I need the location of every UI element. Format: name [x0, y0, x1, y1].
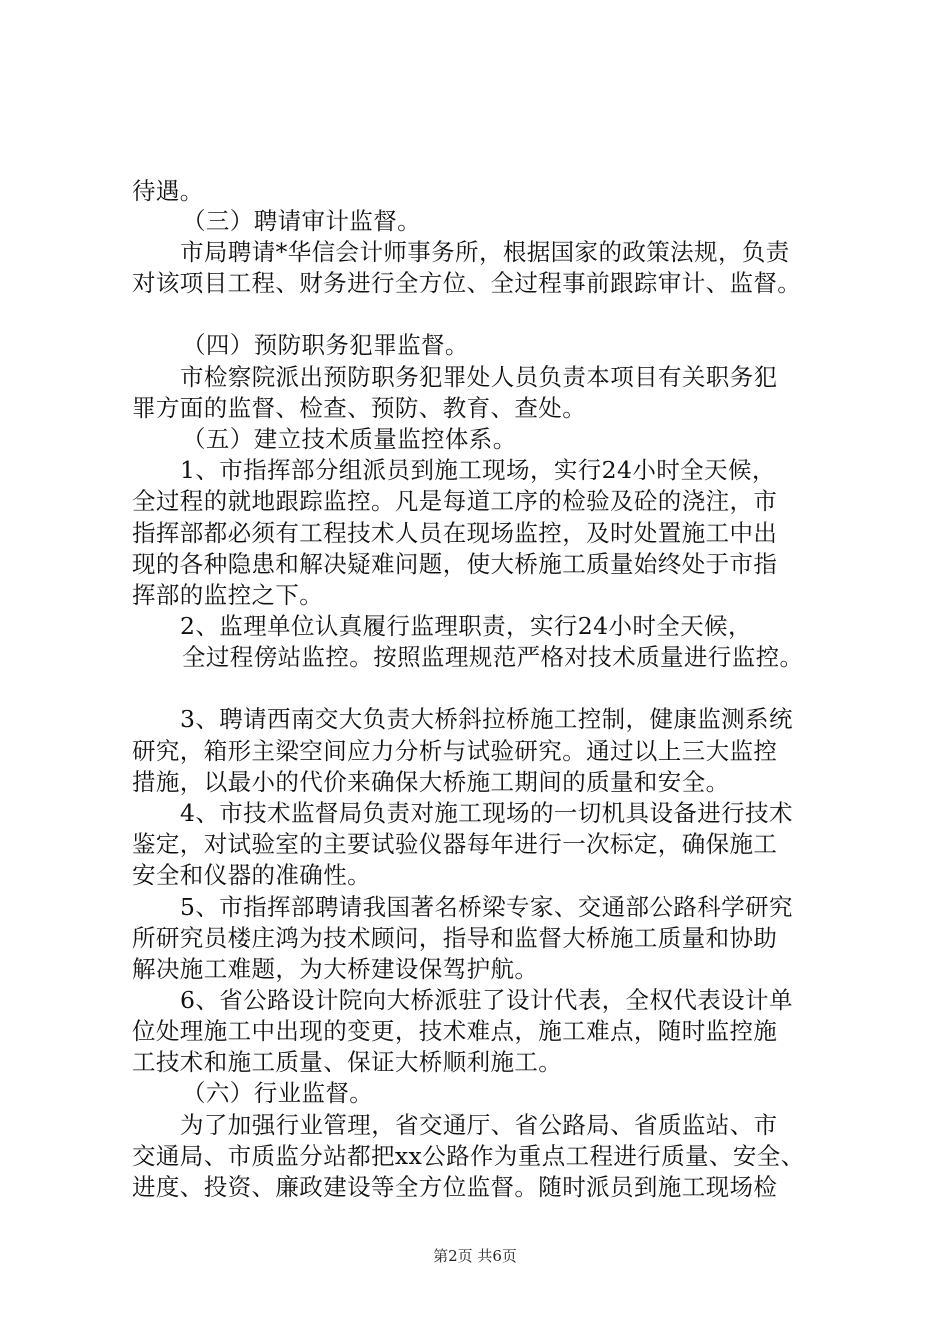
text-line-30: 交通局、市质监分站都把xx公路作为重点工程进行质量、安全、 — [132, 1142, 805, 1170]
text-line-27: 工技术和施工质量、保证大桥顺利施工。 — [132, 1048, 563, 1076]
text-line-26: 位处理施工中出现的变更，技术难点，施工难点，随时监控施 — [132, 1017, 778, 1045]
text-line-12: 现的各种隐患和解决疑难问题，使大桥施工质量始终处于市指 — [132, 550, 778, 578]
text-line-16: 3、聘请西南交大负责大桥斜拉桥施工控制，健康监测系统 — [180, 705, 793, 733]
page-footer: 第2页 共6页 — [433, 1247, 517, 1265]
text-line-31: 进度、投资、廉政建设等全方位监督。随时派员到施工现场检 — [132, 1173, 778, 1201]
text-line-7: 罪方面的监督、检查、预防、教育、查处。 — [132, 394, 587, 422]
text-line-13: 挥部的监控之下。 — [132, 581, 324, 609]
text-line-23: 所研究员楼庄鸿为技术顾问，指导和监督大桥施工质量和协助 — [132, 924, 778, 952]
text-line-20: 鉴定，对试验室的主要试验仪器每年进行一次标定，确保施工 — [132, 830, 778, 858]
section-heading-5: （五）建立技术质量监控体系。 — [182, 425, 517, 453]
text-line-4: 对该项目工程、财务进行全方位、全过程事前跟踪审计、监督。 — [132, 269, 802, 297]
text-line-18: 措施，以最小的代价来确保大桥施工期间的质量和安全。 — [132, 768, 730, 796]
text-line-25: 6、省公路设计院向大桥派驻了设计代表，全权代表设计单 — [180, 986, 793, 1014]
section-heading-3: （三）聘请审计监督。 — [182, 207, 421, 235]
text-line-3: 市局聘请*华信会计师事务所，根据国家的政策法规，负责 — [180, 238, 790, 266]
section-heading-6: （六）行业监督。 — [182, 1079, 374, 1107]
text-line-9: 1、市指挥部分组派员到施工现场，实行24小时全天候， — [180, 456, 776, 484]
text-line-29: 为了加强行业管理，省交通厅、省公路局、省质监站、市 — [180, 1111, 778, 1139]
text-line-14: 2、监理单位认真履行监理职责，实行24小时全天候， — [180, 612, 752, 640]
text-line-17: 研究，箱形主梁空间应力分析与试验研究。通过以上三大监控 — [132, 737, 778, 765]
text-line-10: 全过程的就地跟踪监控。凡是每道工序的检验及砼的浇注，市 — [132, 487, 778, 515]
text-line-19: 4、市技术监督局负责对施工现场的一切机具设备进行技术 — [180, 799, 793, 827]
text-line-22: 5、市指挥部聘请我国著名桥梁专家、交通部公路科学研究 — [180, 893, 793, 921]
text-line-24: 解决施工难题，为大桥建设保驾护航。 — [132, 955, 539, 983]
text-line-15: 全过程傍站监控。按照监理规范严格对技术质量进行监控。 — [182, 643, 804, 671]
text-line-11: 指挥部都必须有工程技术人员在现场监控，及时处置施工中出 — [132, 519, 778, 547]
text-line-21: 安全和仪器的准确性。 — [132, 861, 371, 889]
text-line-1: 待遇。 — [132, 177, 204, 205]
text-line-6: 市检察院派出预防职务犯罪处人员负责本项目有关职务犯 — [180, 363, 778, 391]
section-heading-4: （四）预防职务犯罪监督。 — [182, 331, 469, 359]
